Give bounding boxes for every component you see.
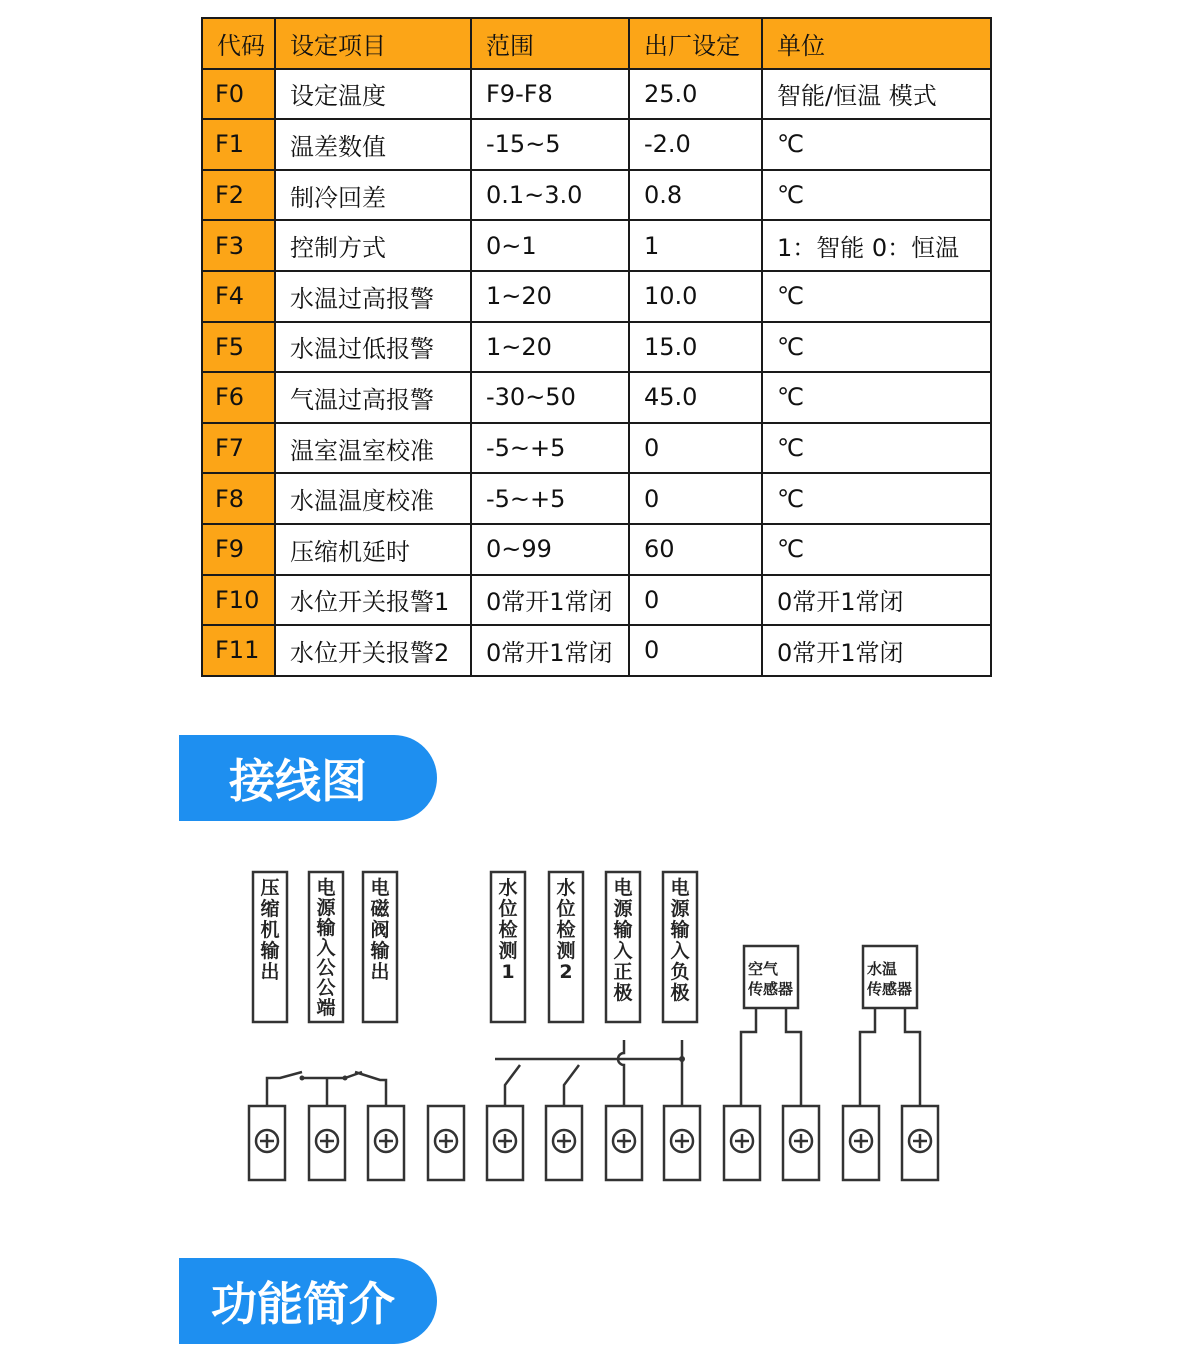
relay-wire: [355, 1072, 386, 1106]
label-char: 测: [498, 940, 518, 962]
label-char: 负: [670, 961, 690, 983]
table-row: [202, 220, 991, 271]
cell-default: 1: [629, 220, 762, 271]
label-char: 源: [316, 897, 336, 919]
cell-item: 水位开关报警2: [275, 625, 471, 676]
label-char: 源: [670, 898, 690, 920]
label-char: 入: [670, 940, 690, 962]
label-char: 2: [559, 961, 573, 983]
table-row: [202, 119, 991, 170]
wiring-diagram-layer: [249, 872, 938, 1180]
cell-default: 15.0: [629, 322, 762, 373]
cell-code: F2: [202, 170, 275, 221]
label-char: 压: [260, 877, 280, 899]
cell-range: 0~1: [471, 220, 629, 271]
level-switch: [505, 1065, 520, 1106]
cell-range: -30~50: [471, 372, 629, 423]
cell-code: F0: [202, 69, 275, 120]
label-char: 源: [613, 898, 633, 920]
cell-default: 0.8: [629, 170, 762, 221]
table-row: [202, 473, 991, 524]
cell-code: F8: [202, 473, 275, 524]
label-char: 位: [556, 898, 576, 920]
table-row: [202, 372, 991, 423]
label-char: 输: [260, 940, 280, 962]
table-row: [202, 575, 991, 626]
level-switch: [564, 1065, 579, 1106]
label-char: 公: [316, 957, 336, 979]
table-header-row: [202, 18, 991, 69]
cell-item: 水温温度校准: [275, 473, 471, 524]
label-char: 入: [316, 937, 336, 959]
cell-default: 10.0: [629, 271, 762, 322]
junction-dot: [343, 1076, 348, 1081]
wiring-section-banner: [179, 735, 437, 821]
sensor-label: 空气: [748, 960, 779, 978]
cell-range: 0常开1常闭: [471, 575, 629, 626]
label-char: 磁: [370, 898, 390, 920]
cell-code: F5: [202, 322, 275, 373]
label-char: 入: [613, 940, 633, 962]
cell-unit: ℃: [762, 119, 991, 170]
cell-code: F4: [202, 271, 275, 322]
label-char: 检: [498, 919, 518, 941]
cell-item: 水位开关报警1: [275, 575, 471, 626]
cell-default: 25.0: [629, 69, 762, 120]
cell-code: F6: [202, 372, 275, 423]
label-char: 水: [556, 877, 576, 899]
cell-item: 设定温度: [275, 69, 471, 120]
cell-unit: 0常开1常闭: [762, 625, 991, 676]
label-char: 端: [316, 997, 336, 1019]
label-char: 出: [260, 961, 280, 983]
sensor-label: 水温: [867, 960, 898, 978]
function-section-banner: [179, 1258, 437, 1344]
label-char: 位: [498, 898, 518, 920]
label-char: 输: [370, 940, 390, 962]
label-char: 输: [670, 919, 690, 941]
cell-range: 0.1~3.0: [471, 170, 629, 221]
label-char: 极: [613, 982, 633, 1004]
cell-range: 0常开1常闭: [471, 625, 629, 676]
label-char: 测: [556, 940, 576, 962]
cell-item: 温差数值: [275, 119, 471, 170]
label-char: 阀: [370, 919, 390, 941]
label-char: 缩: [260, 898, 280, 920]
label-char: 机: [260, 919, 280, 941]
cell-range: F9-F8: [471, 69, 629, 120]
label-char: 电: [670, 877, 690, 899]
cell-unit: ℃: [762, 271, 991, 322]
label-char: 电: [370, 877, 390, 899]
cell-range: -5~+5: [471, 423, 629, 474]
function-section-title: 功能简介: [211, 1277, 395, 1331]
cell-code: F9: [202, 524, 275, 575]
label-char: 公: [316, 977, 336, 999]
label-char: 检: [556, 919, 576, 941]
cell-unit: ℃: [762, 322, 991, 373]
cell-item: 压缩机延时: [275, 524, 471, 575]
cell-default: 0: [629, 575, 762, 626]
cell-range: -15~5: [471, 119, 629, 170]
label-char: 水: [498, 877, 518, 899]
header-default: 出厂设定: [629, 18, 762, 69]
cell-unit: ℃: [762, 423, 991, 474]
label-char: 出: [370, 961, 390, 983]
table-row: [202, 170, 991, 221]
cell-range: -5~+5: [471, 473, 629, 524]
table-row: [202, 69, 991, 120]
cell-range: 1~20: [471, 322, 629, 373]
sensor-wire: [860, 1008, 875, 1106]
cell-item: 温室温室校准: [275, 423, 471, 474]
cell-unit: ℃: [762, 372, 991, 423]
table-row: [202, 625, 991, 676]
cell-range: 1~20: [471, 271, 629, 322]
header-range: 范围: [471, 18, 629, 69]
cell-default: 0: [629, 423, 762, 474]
sensor-label: 传感器: [867, 980, 913, 998]
cell-code: F7: [202, 423, 275, 474]
cell-code: F11: [202, 625, 275, 676]
wiring-section-title: 接线图: [229, 754, 367, 808]
cell-unit: ℃: [762, 170, 991, 221]
label-char: 输: [316, 917, 336, 939]
power-positive-wire: [618, 1040, 624, 1106]
cell-unit: ℃: [762, 524, 991, 575]
cell-item: 水温过低报警: [275, 322, 471, 373]
sensor-wire: [905, 1008, 920, 1106]
header-item: 设定项目: [275, 18, 471, 69]
label-char: 电: [316, 877, 336, 899]
cell-item: 控制方式: [275, 220, 471, 271]
label-char: 电: [613, 877, 633, 899]
table-row: [202, 322, 991, 373]
cell-unit: 0常开1常闭: [762, 575, 991, 626]
sensor-wire: [786, 1008, 801, 1106]
cell-item: 气温过高报警: [275, 372, 471, 423]
relay-switch: [302, 1072, 362, 1078]
cell-code: F3: [202, 220, 275, 271]
relay-switch: [267, 1072, 302, 1106]
cell-unit: 智能/恒温 模式: [762, 69, 991, 120]
cell-code: F1: [202, 119, 275, 170]
header-code: 代码: [202, 18, 275, 69]
junction-dot: [300, 1076, 305, 1081]
table-row: [202, 524, 991, 575]
label-char: 正: [613, 961, 633, 983]
label-char: 极: [670, 982, 690, 1004]
cell-default: 0: [629, 625, 762, 676]
cell-item: 水温过高报警: [275, 271, 471, 322]
cell-unit: 1：智能 0：恒温: [762, 220, 991, 271]
cell-default: 45.0: [629, 372, 762, 423]
cell-code: F10: [202, 575, 275, 626]
cell-default: 0: [629, 473, 762, 524]
header-unit: 单位: [762, 18, 991, 69]
label-char: 输: [613, 919, 633, 941]
cell-range: 0~99: [471, 524, 629, 575]
table-row: [202, 271, 991, 322]
cell-unit: ℃: [762, 473, 991, 524]
wiring-diagram: [240, 860, 950, 1190]
cell-default: -2.0: [629, 119, 762, 170]
parameter-table: [201, 17, 992, 677]
sensor-label: 传感器: [748, 980, 794, 998]
cell-item: 制冷回差: [275, 170, 471, 221]
sensor-wire: [741, 1008, 756, 1106]
table-row: [202, 423, 991, 474]
label-char: 1: [501, 961, 515, 983]
cell-default: 60: [629, 524, 762, 575]
